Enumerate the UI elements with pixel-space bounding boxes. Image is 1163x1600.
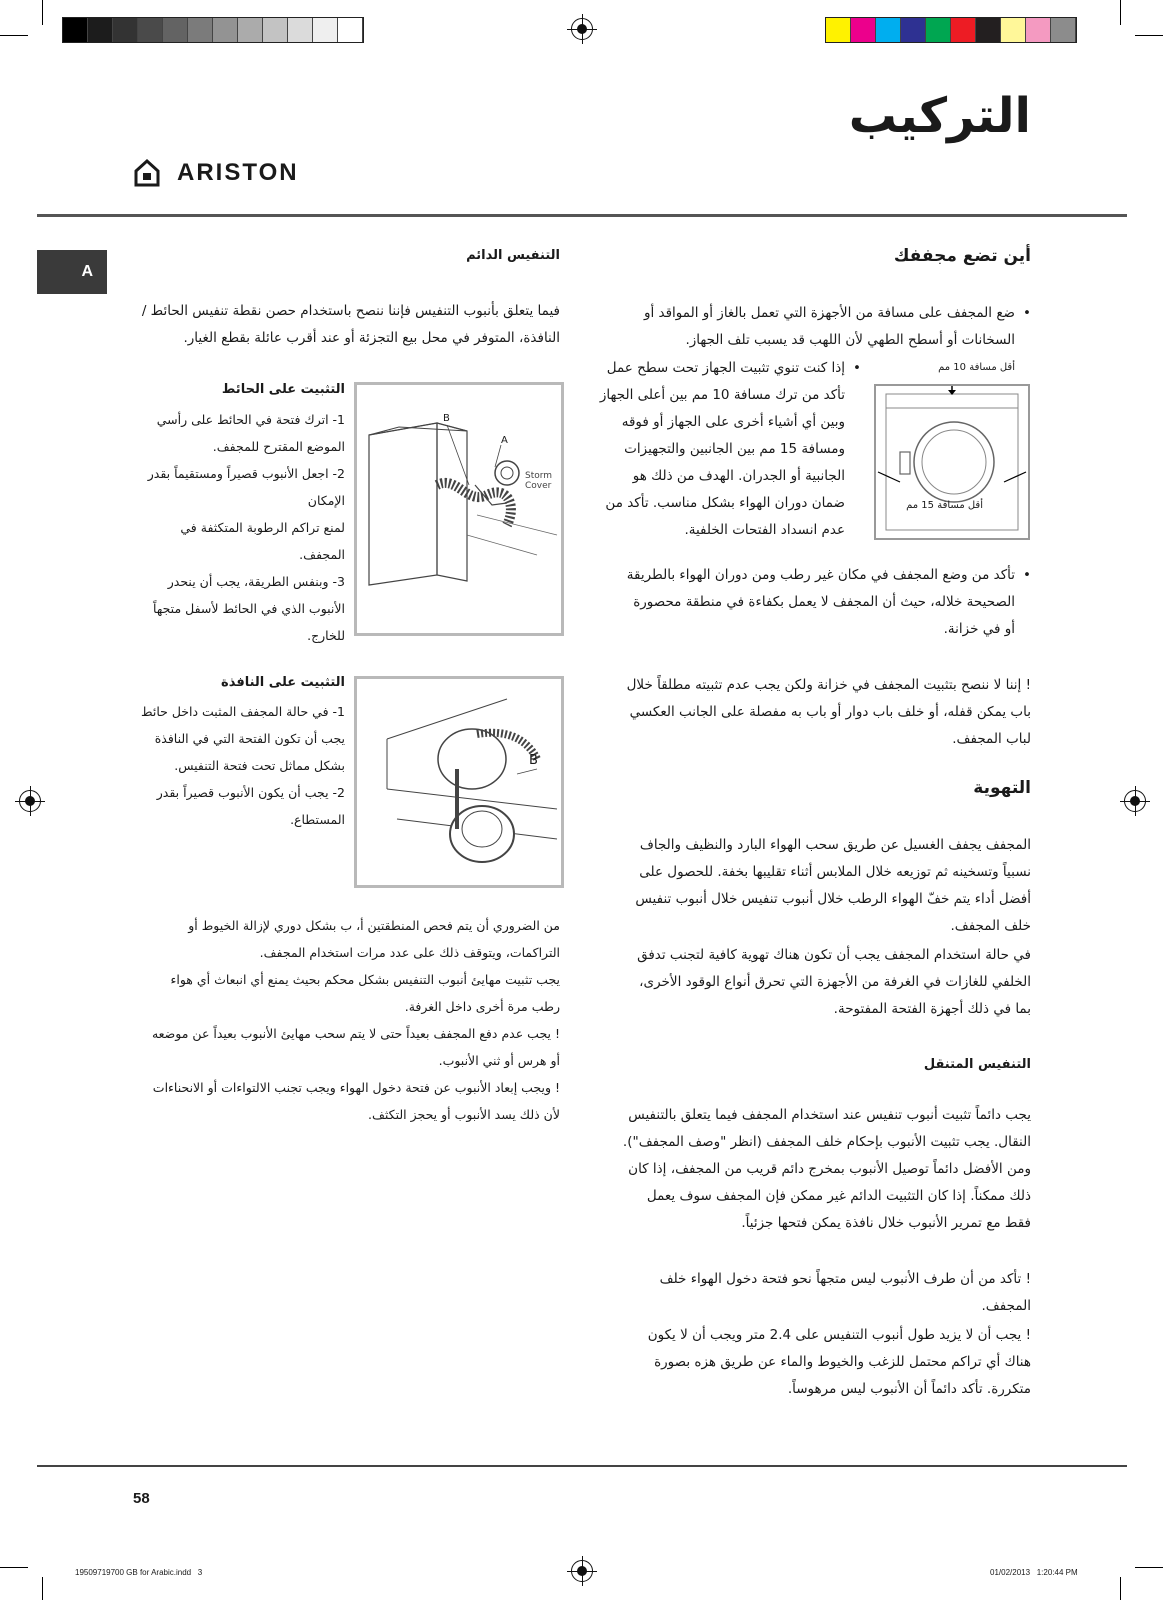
registration-mark-icon bbox=[571, 18, 593, 40]
bullet-list bbox=[621, 562, 1031, 643]
list-item-line: وبين أي أشياء أخرى على الجهاز أو فوقه bbox=[621, 414, 845, 430]
file-name: 19509719700 GB for Arabic.indd 3 bbox=[75, 1568, 203, 1577]
crop-mark bbox=[1120, 1577, 1121, 1600]
wall-steps bbox=[140, 406, 345, 649]
window-vent-diagram bbox=[357, 679, 561, 885]
registration-mark-icon bbox=[571, 1560, 593, 1582]
crop-mark bbox=[1135, 35, 1163, 36]
crop-mark bbox=[0, 1567, 28, 1568]
list-item-line: عدم انسداد الفتحات الخلفية. bbox=[684, 522, 845, 538]
wall-vent-figure bbox=[354, 382, 564, 636]
permanent-heading: التنفيس الدائم bbox=[466, 248, 560, 263]
list-item-line: الجانبية أو الجدران. الهدف من ذلك هو bbox=[632, 468, 845, 484]
clearance-figure bbox=[874, 384, 1030, 540]
list-item-line: ضمان دوران الهواء بشكل مناسب. تأكد من bbox=[605, 495, 845, 511]
list-item: 3- وبنفس الطريقة، يجب أن ينحدر الأنبوب الذي في الحائط لأسفل متجهاً للخارج. bbox=[153, 574, 345, 643]
crop-mark bbox=[1120, 0, 1121, 25]
portable-heading: التنفيس المتنقل bbox=[923, 1057, 1031, 1072]
page-title: التركيب bbox=[848, 88, 1031, 144]
wall-heading: التثبيت على الحائط bbox=[221, 382, 345, 397]
print-timestamp: 01/02/2013 1:20:44 PM bbox=[990, 1568, 1078, 1577]
wall-vent-diagram bbox=[357, 385, 561, 633]
side-clearance-label: أقل مسافة 15 مم bbox=[906, 500, 983, 511]
list-item: لمنع تراكم الرطوبة المتكثفة في المجفف. bbox=[180, 520, 345, 562]
label-a: B bbox=[443, 413, 450, 424]
house-logo-icon bbox=[133, 158, 161, 188]
warning-note: ! يجب أن لا يزيد طول أنبوب التنفيس على 2.4 متر ويجب أن لا يكون هناك أي تراكم محتمل للزغب والخيوط والماء عن طريق هزه بصورة متكررة. تأكد دائماً أن الأنبوب ليس مرهوساً. bbox=[647, 1327, 1031, 1397]
list-item: 2- اجعل الأنبوب قصيراً ومستقيماً بقدر الإمكان bbox=[147, 466, 345, 508]
list-item: • ضع المجفف على مسافة من الأجهزة التي تعمل بالغاز أو المواقد أو السخانات أو أسطح الطهي لأن اللهب قد يسبب تلف الجهاز. bbox=[621, 300, 1015, 354]
ventilation-text-2: في حالة استخدام المجفف يجب أن تكون هناك تهوية كافية لتجنب تدفق الخلفي للغازات في الغرفة من الأجهزة التي تحرق أنواع الوقود الأخرى، بما في ذلك أجهزة الفتحة المفتوحة. bbox=[637, 947, 1031, 1017]
portable-text: يجب دائماً تثبيت أنبوب تنفيس عند استخدام المجفف فيما يتعلق بالتنفيس النقال. يجب تثبيت الأنبوب بإحكام خلف المجفف (انظر "وصف المجفف"). ومن الأفضل دائماً توصيل الأنبوب بمخرج دائم قريب من المجفف، إذا كان ذلك ممكناً. إذا كان التثبيت الدائم غير ممكن فإن المجفف سوف يعمل فقط مع تمرير الأنبوب خلال نافذة يمكن فتحها جزئياً. bbox=[622, 1107, 1031, 1231]
page-number: 58 bbox=[133, 1490, 150, 1507]
bullet-list bbox=[621, 300, 1031, 354]
window-steps bbox=[140, 698, 345, 833]
where-heading: أين تضع مجففك bbox=[893, 246, 1031, 266]
warning-note: ! تأكد من أن طرف الأنبوب ليس متجهاً نحو فتحة دخول الهواء خلف المجفف. bbox=[659, 1271, 1031, 1314]
crop-mark bbox=[42, 1577, 43, 1600]
dryer-front-diagram bbox=[876, 386, 1028, 538]
warning-note: ! إننا لا ننصح بتثبيت المجفف في خزانة ولكن يجب عدم تثبيته مطلقاً خلال باب يمكن قفله، أو خلف باب دوار أو باب به مفصلة على الجانب العكسي لباب المجفف. bbox=[626, 677, 1031, 747]
inspection-text: من الضروري أن يتم فحص المنطقتين أ، ب بشكل دوري لإزالة الخيوط أو التراكمات، ويتوقف ذلك على عدد مرات استخدام المجفف. bbox=[188, 918, 560, 960]
ventilation-heading: التهوية bbox=[973, 778, 1031, 798]
warning-note: ! ويجب إبعاد الأنبوب عن فتحة دخول الهواء ويجب تجنب الالتواءات أو الانحناءات لأن ذلك يسد الأنبوب أو يحجز التكثف. bbox=[152, 1080, 560, 1122]
label-b: A bbox=[501, 435, 508, 446]
section-tab: A bbox=[37, 250, 107, 294]
permanent-text: فيما يتعلق بأنبوب التنفيس فإننا ننصح باستخدام حصن نقطة تنفيس الحائط / النافذة، المتوفر في محل بيع التجزئة أو عند أقرب عائلة بقطع الغيار. bbox=[141, 303, 560, 346]
label-b: B bbox=[529, 753, 538, 768]
ventilation-text: المجفف يجفف الغسيل عن طريق سحب الهواء البارد والنظيف والجاف نسبياً وتسخينه ثم توزيعه خلال الملابس أثناء تقليبها بخفة. للحصول على أفضل أداء يتم خفّ الهواء الرطب خلال أنبوب تنفيس خلال أنبوب تنفيس خلف المجفف. bbox=[635, 837, 1031, 934]
top-clearance-label: أقل مسافة 10 مم bbox=[938, 362, 1015, 373]
list-item-line: إذا كنت تنوي تثبيت الجهاز تحت سطح عمل bbox=[606, 360, 845, 376]
registration-mark-icon bbox=[19, 790, 41, 812]
color-calibration-bar bbox=[825, 17, 1077, 43]
brand-logo bbox=[133, 158, 299, 188]
brand-name: ARISTON bbox=[177, 159, 299, 186]
list-item: 2- يجب أن يكون الأنبوب قصيراً بقدر المستطاع. bbox=[156, 785, 345, 827]
crop-mark bbox=[0, 35, 28, 36]
window-vent-figure bbox=[354, 676, 564, 888]
bullet-undercounter: • إذا كنت تنوي تثبيت الجهاز تحت سطح عمل تأكد من ترك مسافة 10 مم بين أعلى الجهاز وبين أي أشياء أخرى على الجهاز أو فوقه ومسافة 15 مم بين الجانبين والتجهيزات الجانبية أو الجدران. الهدف من ذلك هو ضمان دوران الهواء بشكل مناسب. تأكد من عدم انسداد الفتحات الخلفية. bbox=[591, 355, 861, 544]
list-item: 1- في حالة المجفف المثبت داخل حائط يجب أن تكون الفتحة التي في النافذة بشكل مماثل تحت فتحة التنفيس. bbox=[140, 704, 345, 773]
list-item: 1- اترك فتحة في الحائط على رأسي الموضع المقترح للمجفف. bbox=[156, 412, 345, 454]
warning-note: ! يجب عدم دفع المجفف بعيداً حتى لا يتم سحب مهايئ الأنبوب بعيداً عن موضعه أو هرس أو ثني الأنبوب. bbox=[151, 1026, 560, 1068]
crop-mark bbox=[42, 0, 43, 25]
crop-mark bbox=[1135, 1567, 1163, 1568]
adapter-text: يجب تثبيت مهايئ أنبوب التنفيس بشكل محكم بحيث يمنع أي انبعاث أي هواء رطب مرة أخرى داخل الغرفة. bbox=[170, 972, 560, 1014]
header-divider bbox=[37, 214, 1127, 217]
storm-cover-label: Storm Cover bbox=[525, 471, 553, 491]
list-item: • تأكد من وضع المجفف في مكان غير رطب ومن دوران الهواء بالطريقة الصحيحة خلاله، حيث أن المجفف لا يعمل بكفاءة في منطقة محصورة أو في خزانة. bbox=[621, 562, 1015, 643]
window-heading: التثبيت على النافذة bbox=[221, 675, 345, 690]
registration-mark-icon bbox=[1124, 790, 1146, 812]
grayscale-calibration-bar bbox=[62, 17, 364, 43]
list-item-line: ومسافة 15 مم بين الجانبين والتجهيزات bbox=[624, 441, 845, 457]
footer-divider bbox=[37, 1465, 1127, 1467]
list-item-line: تأكد من ترك مسافة 10 مم بين أعلى الجهاز bbox=[599, 387, 845, 403]
